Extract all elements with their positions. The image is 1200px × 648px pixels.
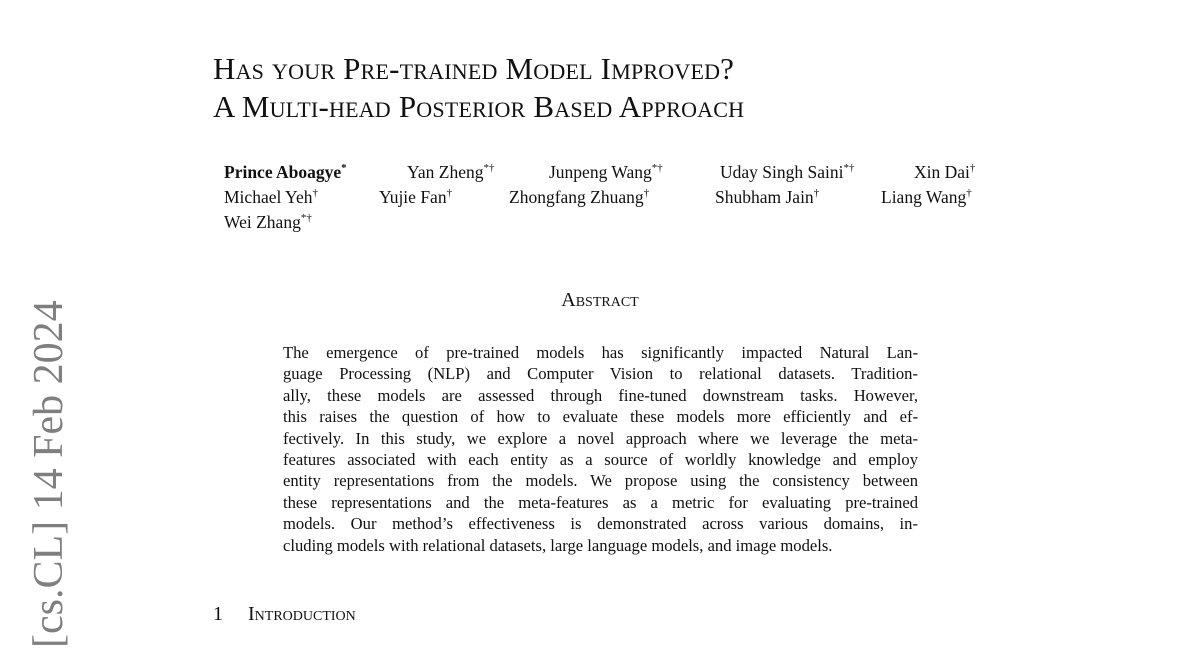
author: Uday Singh Saini*† [720,162,855,182]
author: Junpeng Wang*† [549,162,663,182]
author: Shubham Jain† [715,187,820,207]
abstract-line: features associated with each entity as a source of worldly knowledge and employ [283,450,918,470]
section-title: Introduction [248,603,356,625]
abstract-line: this raises the question of how to evaluate these models more efficiently and ef- [283,407,918,427]
author-row [224,185,1004,210]
author: Xin Dai† [914,162,976,182]
abstract-line: cluding models with relational datasets, large language models, and image models. [283,535,833,555]
author: Liang Wang† [881,187,972,207]
title-line-2: A Multi-head Posterior Based Approach [213,89,745,124]
author: Wei Zhang*† [224,212,312,232]
arxiv-side-stamp: [cs.CL] 14 Feb 2024 [26,300,72,648]
title-line-1: Has your Pre-trained Model Improved? [213,51,735,86]
abstract-line: entity representations from the models. We propose using the consistency between [283,471,918,491]
author: Prince Aboagye* [224,162,347,182]
paper-title [213,50,744,126]
section-heading [213,603,356,626]
author: Yan Zheng*† [407,162,495,182]
abstract-heading: Abstract [561,289,639,311]
abstract-line: guage Processing (NLP) and Computer Vision to relational datasets. Tradition- [283,364,918,384]
author-list [224,160,1004,235]
author: Zhongfang Zhuang† [509,187,650,207]
abstract-line: ally, these models are assessed through fine-tuned downstream tasks. However, [283,385,918,405]
author: Yujie Fan† [379,187,453,207]
abstract-line: models. Our method’s effectiveness is demonstrated across various domains, in- [283,514,918,534]
abstract-line: The emergence of pre-trained models has significantly impacted Natural Lan- [283,343,918,362]
author-row [224,210,1004,235]
author-row [224,160,1004,185]
abstract-line: fectively. In this study, we explore a novel approach where we leverage the meta- [283,428,918,448]
abstract-line: these representations and the meta-features as a metric for evaluating pre-trained [283,492,918,512]
author: Michael Yeh† [224,187,318,207]
section-number: 1 [213,603,223,625]
abstract-body [283,342,918,556]
